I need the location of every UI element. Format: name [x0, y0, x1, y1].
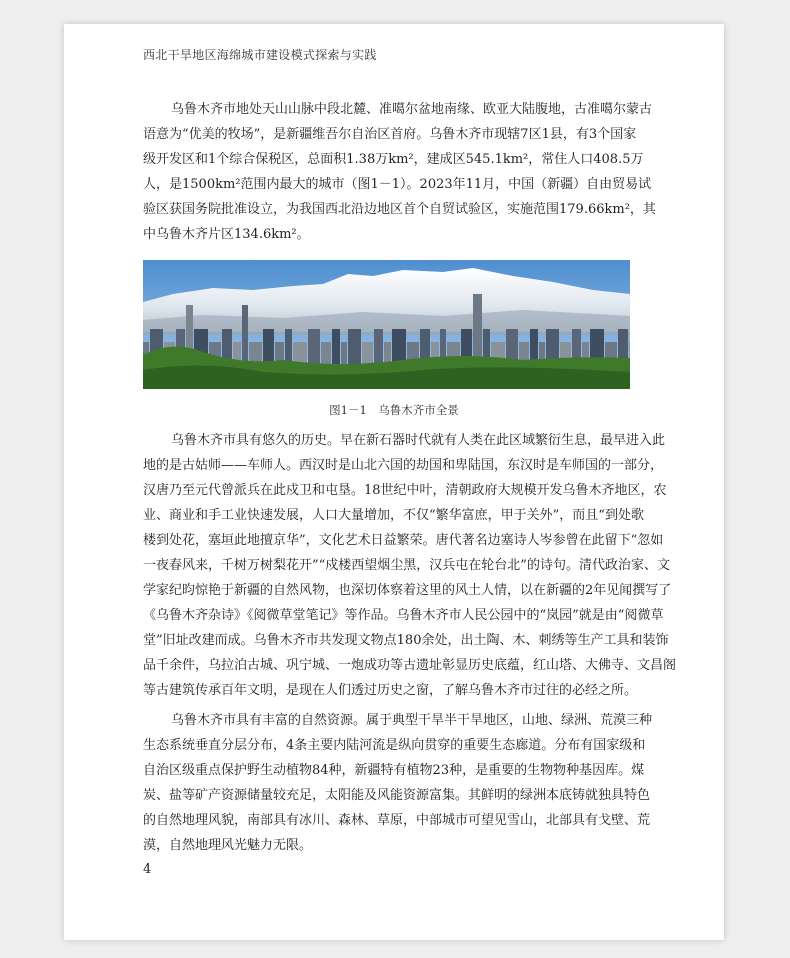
text-line: 地的是古姑师——车师人。西汉时是山北六国的劫国和卑陆国，东汉时是车师国的一部分， [143, 458, 664, 473]
text-line: 的自然地理风貌，南部具有冰川、森林、草原，中部城市可望见雪山，北部具有戈壁、荒 [143, 813, 651, 828]
building-shape [285, 329, 292, 365]
text-line: 《乌鲁木齐杂诗》《阅微草堂笔记》等作品。乌鲁木齐市人民公园中的“岚园”就是由“阅微草 [143, 608, 664, 623]
building-shape [341, 342, 347, 365]
text-line: 汉唐乃至元代曾派兵在此戍卫和屯垦。18世纪中叶，清朝政府大规模开发乌鲁木齐地区，农 [143, 483, 667, 498]
book-page [64, 24, 724, 940]
building-shape [321, 342, 331, 365]
text-line: 炭、盐等矿产资源储量较充足，太阳能及风能资源富集。其鲜明的绿洲本底铸就独具特色 [143, 788, 651, 803]
text-line: 学家纪昀惊艳于新疆的自然风物，也深切体察着这里的风土人情，以在新疆的2年见闻撰写了 [143, 583, 672, 598]
text-line: 一夜春风来，千树万树梨花开”“戍楼西望烟尘黑，汉兵屯在轮台北”的诗句。清代政治家、文 [143, 558, 670, 573]
building-shape [392, 329, 406, 365]
building-shape [362, 342, 373, 365]
text-line: 漠，自然地理风光魅力无限。 [143, 838, 313, 853]
text-line: 等古建筑传承百年文明，是现在人们透过历史之窗，了解乌鲁木齐市过往的必经之所。 [143, 683, 638, 698]
building-shape [473, 294, 482, 365]
building-shape [308, 329, 320, 365]
urumqi-panorama-photo [143, 260, 630, 389]
paragraph-overview [143, 97, 656, 247]
text-line: 乌鲁木齐市地处天山山脉中段北麓、准噶尔盆地南缘、欧亚大陆腹地，古准噶尔蒙古 [171, 102, 653, 117]
text-line: 堂”旧址改建而成。乌鲁木齐市共发现文物点180余处，出土陶、木、刺绣等生产工具和装饰 [143, 633, 669, 648]
paragraph-history [143, 428, 677, 703]
building-shape [384, 342, 391, 365]
figure-caption: 图1－1 乌鲁木齐市全景 [329, 403, 459, 417]
running-header: 西北干旱地区海绵城市建设模式探索与实践 [143, 48, 377, 62]
text-line: 级开发区和1个综合保税区，总面积1.38万km²，建成区545.1km²，常住人口408.5万 [143, 152, 644, 167]
building-shape [374, 329, 383, 365]
building-shape [348, 329, 361, 365]
text-line: 生态系统垂直分层分布，4条主要内陆河流是纵向贯穿的重要生态廊道。分布有国家级和 [143, 738, 646, 753]
text-line: 乌鲁木齐市具有悠久的历史。早在新石器时代就有人类在此区域繁衍生息，最早进入此 [171, 433, 666, 448]
text-line: 乌鲁木齐市具有丰富的自然资源。属于典型干旱半干旱地区，山地、绿洲、荒漠三种 [171, 713, 653, 728]
text-line: 楼到处花，塞垣此地擅京华”，文化艺术日益繁荣。唐代著名边塞诗人岑参曾在此留下“忽如 [143, 533, 664, 548]
text-line: 验区获国务院批准设立，为我国西北沿边地区首个自贸试验区，实施范围179.66km²，其 [143, 202, 656, 217]
text-line: 语意为“优美的牧场”，是新疆维吾尔自治区首府。乌鲁木齐市现辖7区1县，有3个国家 [143, 127, 637, 142]
text-line: 品千余件，乌拉泊古城、巩宁城、一炮成功等古遗址彰显历史底蕴，红山塔、大佛寺、文昌阁 [143, 658, 677, 673]
page-number: 4 [143, 862, 152, 877]
paragraph-natural-resources [143, 708, 653, 858]
text-line: 自治区级重点保护野生动植物84种，新疆特有植物23种，是重要的生物物种基因库。煤 [143, 763, 645, 778]
building-shape [332, 329, 340, 365]
text-line: 业、商业和手工业快速发展，人口大量增加，不仅“繁华富庶，甲于关外”，而且“到处歌 [143, 508, 644, 523]
text-line: 中乌鲁木齐片区134.6km²。 [143, 227, 310, 242]
text-line: 人，是1500km²范围内最大的城市（图1－1）。2023年11月，中国（新疆）自由贸易试 [143, 177, 652, 192]
building-shape [263, 329, 274, 365]
building-shape [242, 305, 248, 365]
